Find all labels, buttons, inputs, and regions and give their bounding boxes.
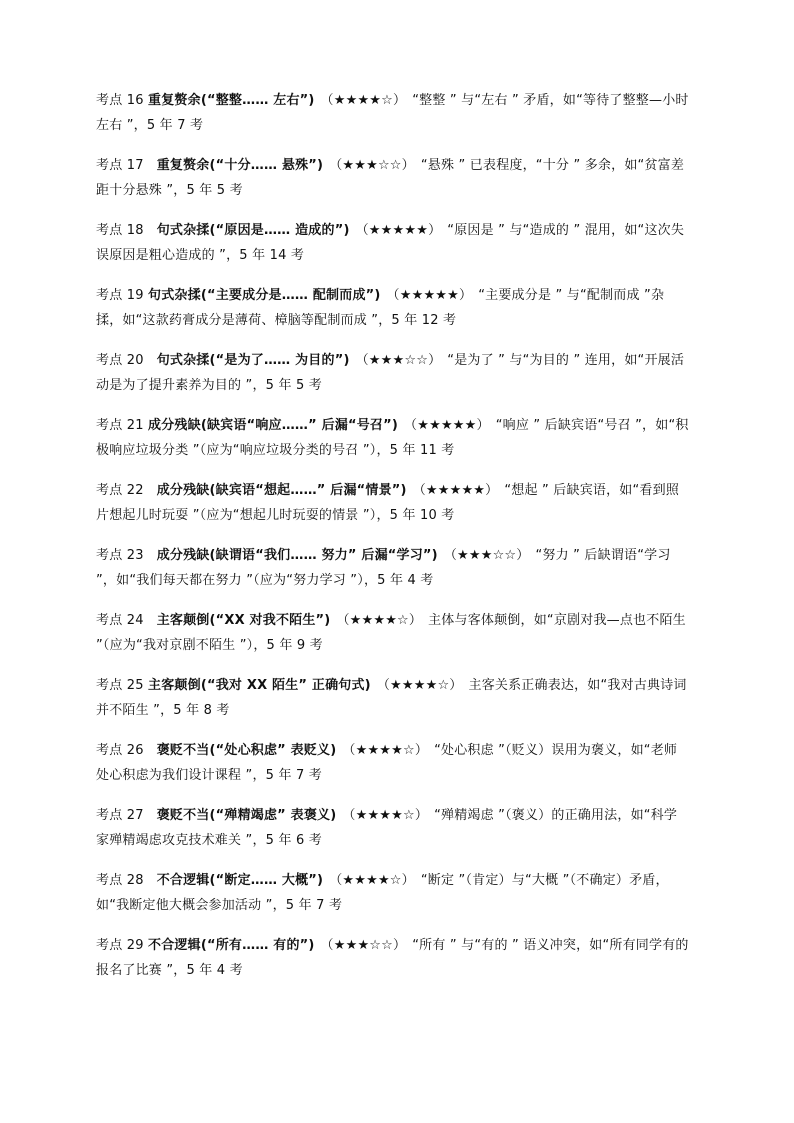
entry-number: 考点 23 <box>96 548 144 563</box>
entry-number: 考点 25 <box>96 678 144 693</box>
entry-title: 成分残缺(缺谓语“我们…… 努力” 后漏“学习”) <box>156 548 438 563</box>
entry-description: “主要成分是 ” 与“配制而成 ”杂揉，如“这款药膏成分是薄荷、樟脑等配制而成 ”，5 年 12 考 <box>96 288 665 328</box>
entry-18 <box>96 218 690 268</box>
difficulty-stars: （★★★☆☆） <box>329 158 415 173</box>
entry-title: 褒贬不当(“殚精竭虑” 表褒义) <box>156 808 337 823</box>
entry-25 <box>96 673 690 723</box>
entry-title: 成分残缺(缺宾语“响应……” 后漏“号召”) <box>148 418 399 433</box>
difficulty-stars: （★★★☆☆） <box>443 548 530 563</box>
entry-title: 主客颠倒(“XX 对我不陌生”) <box>156 613 331 628</box>
entry-17 <box>96 153 690 203</box>
entry-number: 考点 28 <box>96 873 144 888</box>
difficulty-stars: （★★★★☆） <box>342 808 429 823</box>
entry-title: 重复赘余(“十分…… 悬殊”) <box>156 158 324 173</box>
entry-title: 句式杂揉(“原因是…… 造成的”) <box>156 223 350 238</box>
entry-16 <box>96 88 690 138</box>
entry-description: “断定 ”（肯定）与“大概 ”（不确定）矛盾，如“我断定他大概会参加活动 ”，5 年 7 考 <box>96 873 669 913</box>
difficulty-stars: （★★★★★） <box>412 483 499 498</box>
entry-number: 考点 22 <box>96 483 144 498</box>
entry-27 <box>96 803 690 853</box>
entry-number: 考点 18 <box>96 223 144 238</box>
entry-number: 考点 21 <box>96 418 144 433</box>
difficulty-stars: （★★★☆☆） <box>355 353 442 368</box>
entry-number: 考点 17 <box>96 158 144 173</box>
entry-title: 成分残缺(缺宾语“想起……” 后漏“情景”) <box>156 483 407 498</box>
entry-28 <box>96 868 690 918</box>
entry-number: 考点 24 <box>96 613 144 628</box>
entry-number: 考点 29 <box>96 938 144 953</box>
difficulty-stars: （★★★☆☆） <box>320 938 407 953</box>
entry-number: 考点 27 <box>96 808 144 823</box>
entry-number: 考点 19 <box>96 288 144 303</box>
entry-23 <box>96 543 690 593</box>
entry-29 <box>96 933 690 983</box>
entry-title: 不合逻辑(“断定…… 大概”) <box>156 873 324 888</box>
entry-24 <box>96 608 690 658</box>
entry-22 <box>96 478 690 528</box>
entry-description: “整整 ” 与“左右 ” 矛盾，如“等待了整整—小时左右 ”，5 年 7 考 <box>96 93 689 133</box>
entry-21 <box>96 413 690 463</box>
difficulty-stars: （★★★★☆） <box>329 873 415 888</box>
entry-title: 褒贬不当(“处心积虑” 表贬义) <box>156 743 337 758</box>
entry-number: 考点 20 <box>96 353 144 368</box>
entry-number: 考点 26 <box>96 743 144 758</box>
difficulty-stars: （★★★★☆） <box>376 678 463 693</box>
entry-description: 主体与客体颠倒，如“京剧对我—点也不陌生 ”（应为“我对京剧不陌生 ”），5 年 9 考 <box>96 613 686 653</box>
difficulty-stars: （★★★★★） <box>355 223 442 238</box>
entry-number: 考点 16 <box>96 93 144 108</box>
entry-19 <box>96 283 690 333</box>
entry-description: “是为了 ” 与“为目的 ” 连用，如“开展活动是为了提升素养为目的 ”，5 年 5 考 <box>96 353 685 393</box>
difficulty-stars: （★★★★★） <box>386 288 473 303</box>
difficulty-stars: （★★★★☆） <box>342 743 429 758</box>
entry-description: “原因是 ” 与“造成的 ” 混用，如“这次失误原因是粗心造成的 ”，5 年 14 考 <box>96 223 685 263</box>
difficulty-stars: （★★★★★） <box>404 418 490 433</box>
entry-title: 主客颠倒(“我对 XX 陌生” 正确句式) <box>148 678 371 693</box>
entry-description: “想起 ” 后缺宾语，如“看到照片想起儿时玩耍 ”（应为“想起儿时玩耍的情景 ”），5 年 10 考 <box>96 483 680 523</box>
entry-description: 主客关系正确表达，如“我对古典诗词并不陌生 ”，5 年 8 考 <box>96 678 687 718</box>
entry-title: 句式杂揉(“是为了…… 为目的”) <box>156 353 350 368</box>
entry-20 <box>96 348 690 398</box>
entry-title: 句式杂揉(“主要成分是…… 配制而成”) <box>148 288 381 303</box>
entry-description: “所有 ” 与“有的 ” 语义冲突，如“所有同学有的报名了比赛 ”，5 年 4 考 <box>96 938 689 978</box>
entry-title: 重复赘余(“整整…… 左右”) <box>148 93 315 108</box>
entry-description: “悬殊 ” 已表程度，“十分 ” 多余，如“贫富差距十分悬殊 ”，5 年 5 考 <box>96 158 685 198</box>
difficulty-stars: （★★★★☆） <box>336 613 423 628</box>
entry-description: “响应 ” 后缺宾语“号召 ”，如“积极响应垃圾分类 ”（应为“响应垃圾分类的号召 ”），5 年 11 考 <box>96 418 689 458</box>
entry-26 <box>96 738 690 788</box>
entry-description: “努力 ” 后缺谓语“学习 ”，如“我们每天都在努力 ”（应为“努力学习 ”），5 年 4 考 <box>96 548 671 588</box>
entry-description: “处心积虑 ”（贬义）误用为褒义，如“老师处心积虑为我们设计课程 ”，5 年 7 考 <box>96 743 678 783</box>
difficulty-stars: （★★★★☆） <box>320 93 407 108</box>
entry-title: 不合逻辑(“所有…… 有的”) <box>148 938 315 953</box>
entry-description: “殚精竭虑 ”（褒义）的正确用法，如“科学家殚精竭虑攻克技术难关 ”，5 年 6 考 <box>96 808 678 848</box>
